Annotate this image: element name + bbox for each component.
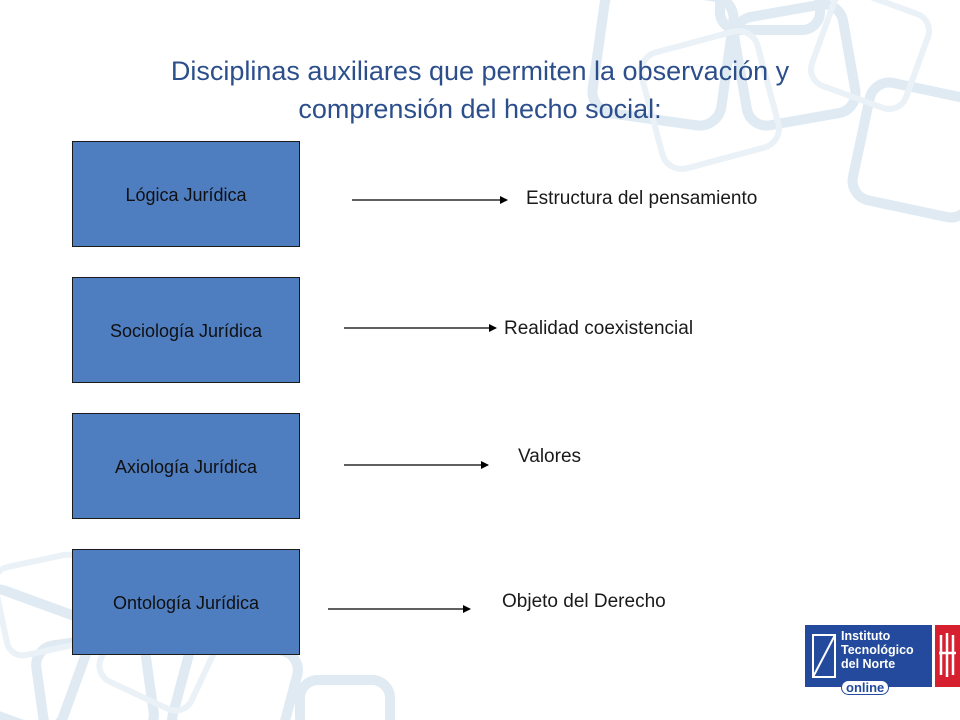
logo-blue-panel bbox=[805, 625, 932, 687]
logo-red-panel bbox=[935, 625, 960, 687]
logo-line-3: del Norte bbox=[841, 657, 896, 671]
result-valores: Valores bbox=[518, 446, 582, 467]
result-objeto: Objeto del Derecho bbox=[502, 591, 666, 612]
discipline-label: Lógica Jurídica bbox=[125, 185, 247, 205]
institute-logo bbox=[805, 625, 960, 695]
logo-line-2: Tecnológico bbox=[841, 643, 914, 657]
title-line-2: comprensión del hecho social: bbox=[298, 94, 662, 124]
logo-mark-icon bbox=[811, 633, 837, 679]
discipline-label: Ontología Jurídica bbox=[112, 593, 260, 613]
logo-line-1: Instituto bbox=[841, 629, 891, 643]
title-line-1: Disciplinas auxiliares que permiten la observación y bbox=[170, 56, 790, 86]
logo-online-badge: online bbox=[841, 680, 889, 695]
discipline-label: Sociología Jurídica bbox=[109, 321, 263, 341]
result-estructura: Estructura del pensamiento bbox=[526, 188, 758, 209]
logo-emblem-icon bbox=[935, 625, 960, 687]
logo-text bbox=[841, 629, 914, 671]
discipline-label: Axiología Jurídica bbox=[114, 457, 258, 477]
result-realidad: Realidad coexistencial bbox=[504, 318, 694, 339]
